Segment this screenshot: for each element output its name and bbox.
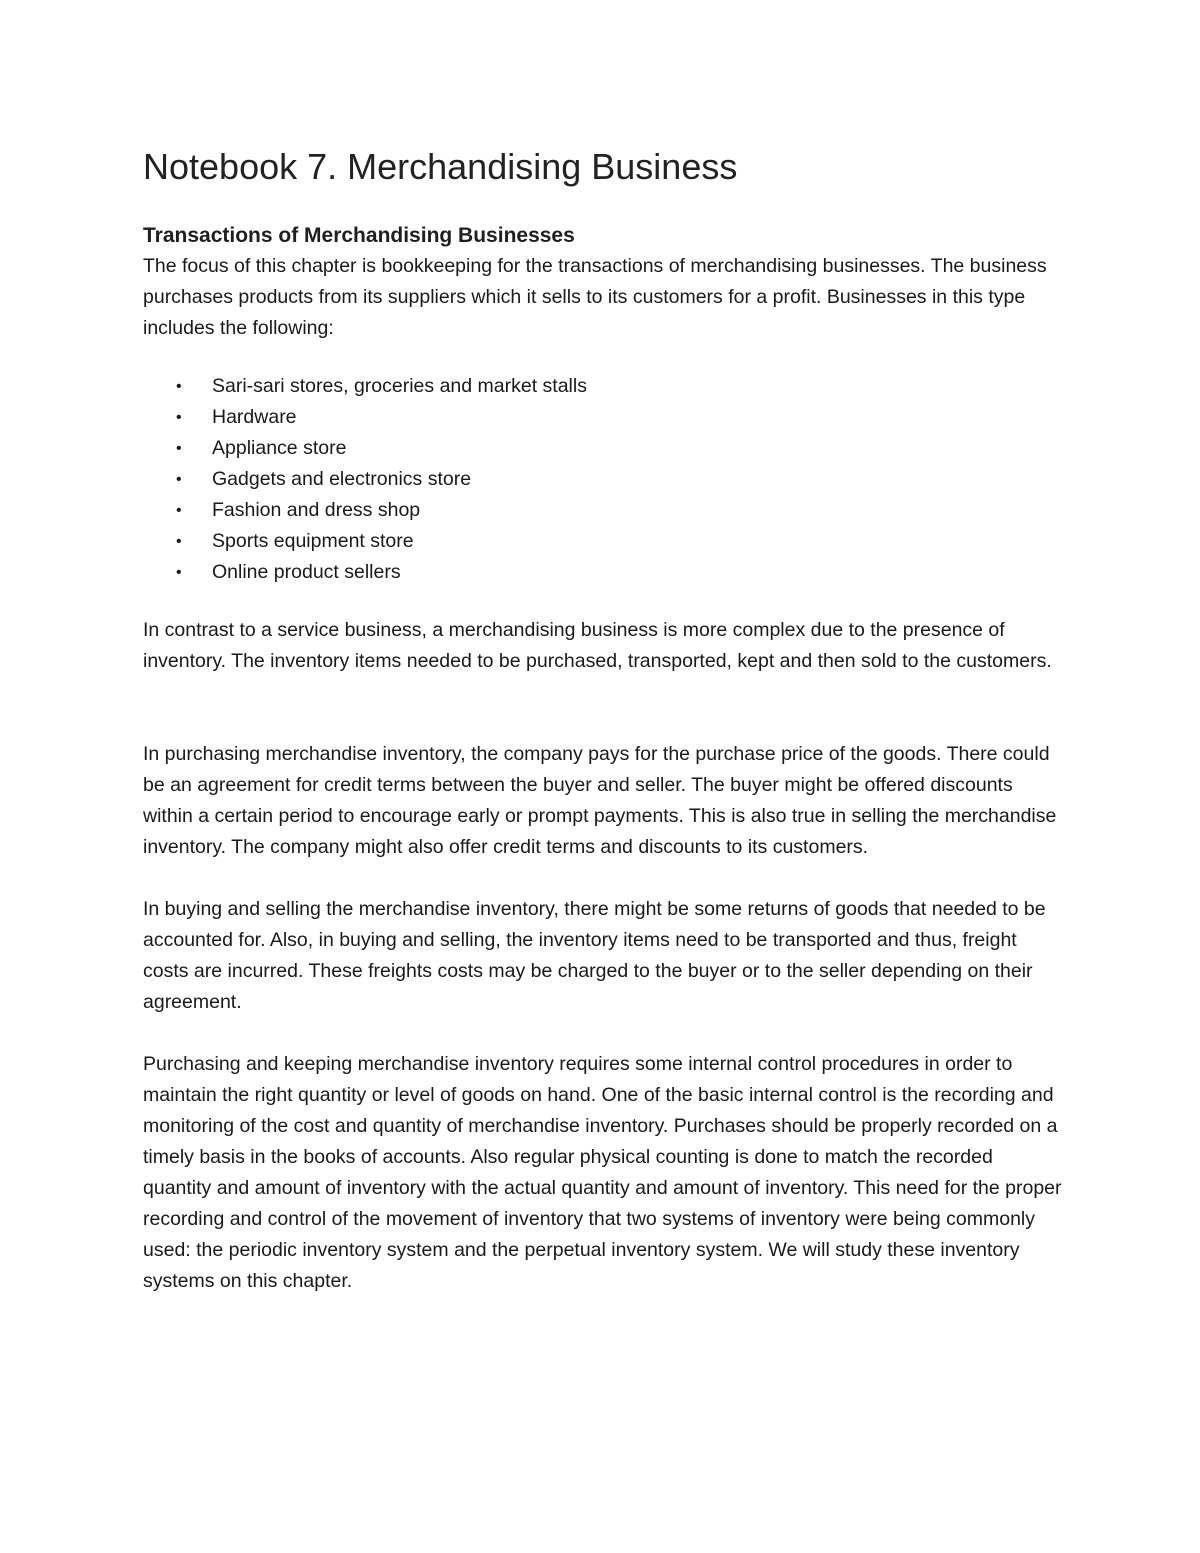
list-item-text: Sports equipment store [212, 530, 414, 552]
list-item [143, 402, 1063, 433]
bullet-icon: • [176, 533, 182, 550]
list-item [143, 433, 1063, 464]
section-heading: Transactions of Merchandising Businesses [143, 224, 575, 247]
body-paragraph: Purchasing and keeping merchandise inventory requires some internal control procedures in order to maintain the right quantity or level of goods on hand. One of the basic internal control is the recording and monitoring of the cost and quantity of merchandise inventory. Purchases should be properly recorded on a timely basis in the books of accounts. Also regular physical counting is done to match the recorded quantity and amount of inventory with the actual quantity and amount of inventory. This need for the proper recording and control of the movement of inventory that two systems of inventory were being commonly used: the periodic inventory system and the perpetual inventory system. We will study these inventory systems on this chapter. [143, 1053, 1062, 1292]
list-item-text: Online product sellers [212, 561, 401, 583]
business-types-list [143, 371, 1063, 588]
intro-paragraph: The focus of this chapter is bookkeeping for the transactions of merchandising businesses. The business purchases products from its suppliers which it sells to its customers for a profit. Businesses in this type includes the following: [143, 255, 1047, 339]
list-item [143, 526, 1063, 557]
list-item-text: Appliance store [212, 437, 347, 459]
body-paragraph: In buying and selling the merchandise inventory, there might be some returns of goods that needed to be accounted for. Also, in buying and selling, the inventory items need to be transported and thus, freight costs are incurred. These freights costs may be charged to the buyer or to the seller depending on their agreement. [143, 898, 1046, 1013]
list-item-text: Sari-sari stores, groceries and market stalls [212, 375, 587, 397]
list-item-text: Fashion and dress shop [212, 499, 421, 521]
list-item [143, 464, 1063, 495]
bullet-icon: • [176, 378, 182, 395]
bullet-icon: • [176, 409, 182, 426]
bullet-icon: • [176, 440, 182, 457]
bullet-icon: • [176, 502, 182, 519]
list-item [143, 371, 1063, 402]
bullet-icon: • [176, 471, 182, 488]
document-title: Notebook 7. Merchandising Business [143, 146, 738, 187]
list-item-text: Gadgets and electronics store [212, 468, 472, 490]
list-item [143, 495, 1063, 526]
body-paragraph: In contrast to a service business, a merchandising business is more complex due to the presence of inventory. The inventory items needed to be purchased, transported, kept and then sold to the customers. [143, 619, 1052, 672]
document-page [143, 140, 1063, 1297]
list-item [143, 557, 1063, 588]
list-item-text: Hardware [212, 406, 297, 428]
body-paragraph: In purchasing merchandise inventory, the company pays for the purchase price of the goods. There could be an agreement for credit terms between the buyer and seller. The buyer might be offered discounts within a certain period to encourage early or prompt payments. This is also true in selling the merchandise inventory. The company might also offer credit terms and discounts to its customers. [143, 743, 1057, 858]
bullet-icon: • [176, 564, 182, 581]
